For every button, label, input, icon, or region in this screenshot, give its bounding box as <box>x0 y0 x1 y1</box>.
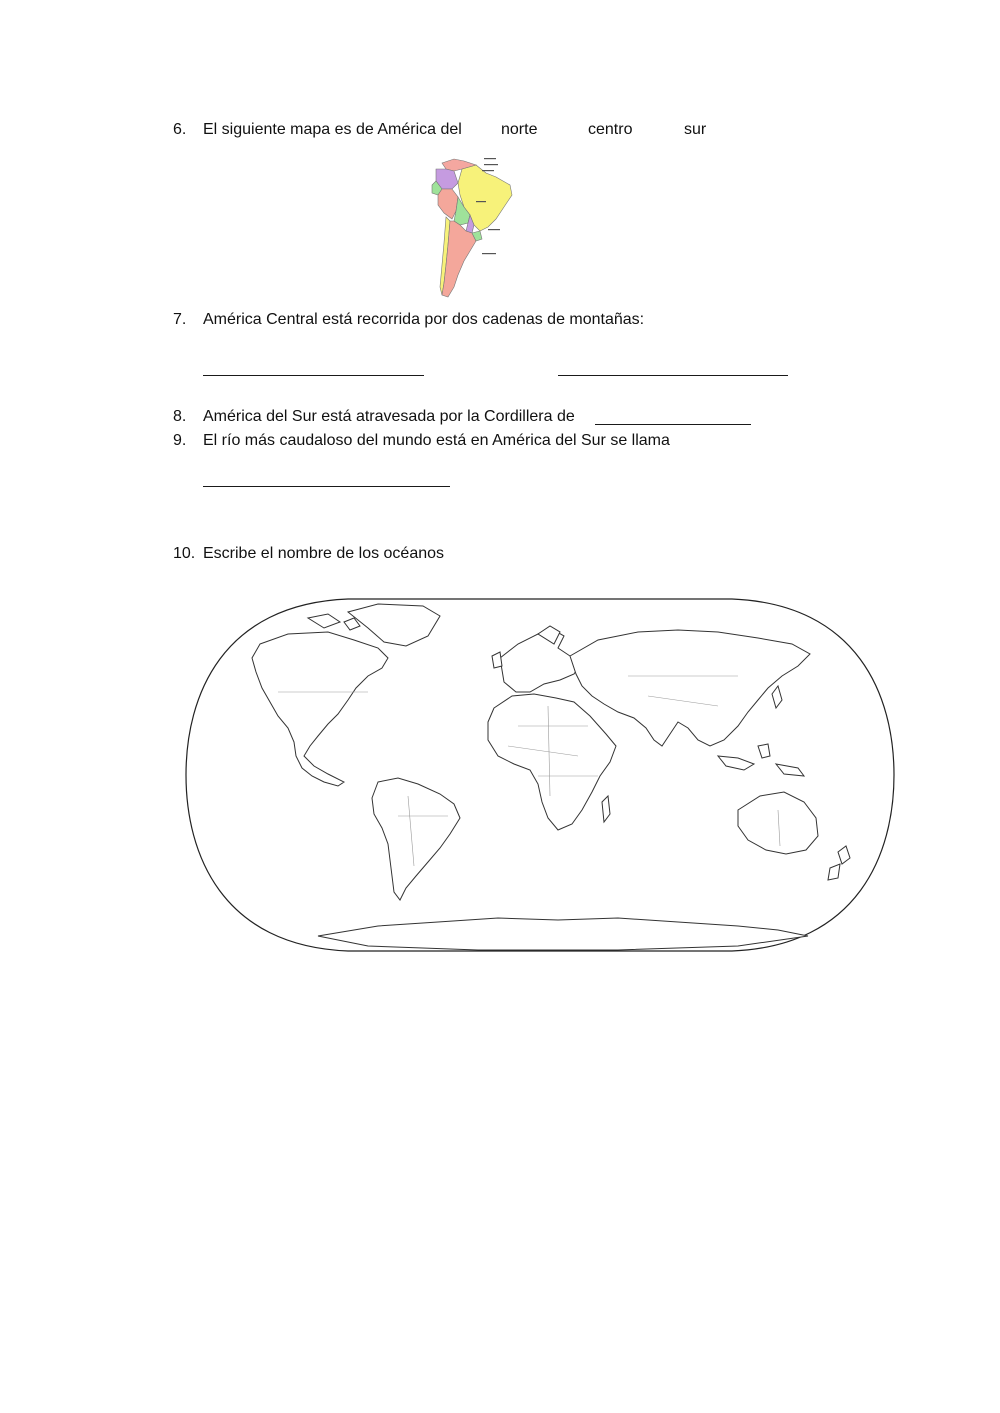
question-6-text: El siguiente mapa es de América del <box>203 121 462 138</box>
answer-blank-mountain-2[interactable] <box>558 375 788 376</box>
question-8-text: América del Sur está atravesada por la Cordillera de <box>203 408 575 425</box>
question-9-number: 9. <box>173 432 187 449</box>
question-7-number: 7. <box>173 311 187 328</box>
south-america-map <box>424 155 516 300</box>
answer-blank-river[interactable] <box>203 486 450 487</box>
question-7-text: América Central está recorrida por dos cadenas de montañas: <box>203 311 645 328</box>
question-9-text: El río más caudaloso del mundo está en América del Sur se llama <box>203 432 670 449</box>
question-8-number: 8. <box>173 408 187 425</box>
option-norte[interactable]: norte <box>501 121 538 138</box>
answer-blank-cordillera[interactable] <box>595 424 751 425</box>
answer-blank-mountain-1[interactable] <box>203 375 424 376</box>
option-sur[interactable]: sur <box>684 121 707 138</box>
question-10-number: 10. <box>173 545 196 562</box>
world-map <box>178 596 902 954</box>
question-10-text: Escribe el nombre de los océanos <box>203 545 445 562</box>
question-6-number: 6. <box>173 121 187 138</box>
option-centro[interactable]: centro <box>588 121 633 138</box>
